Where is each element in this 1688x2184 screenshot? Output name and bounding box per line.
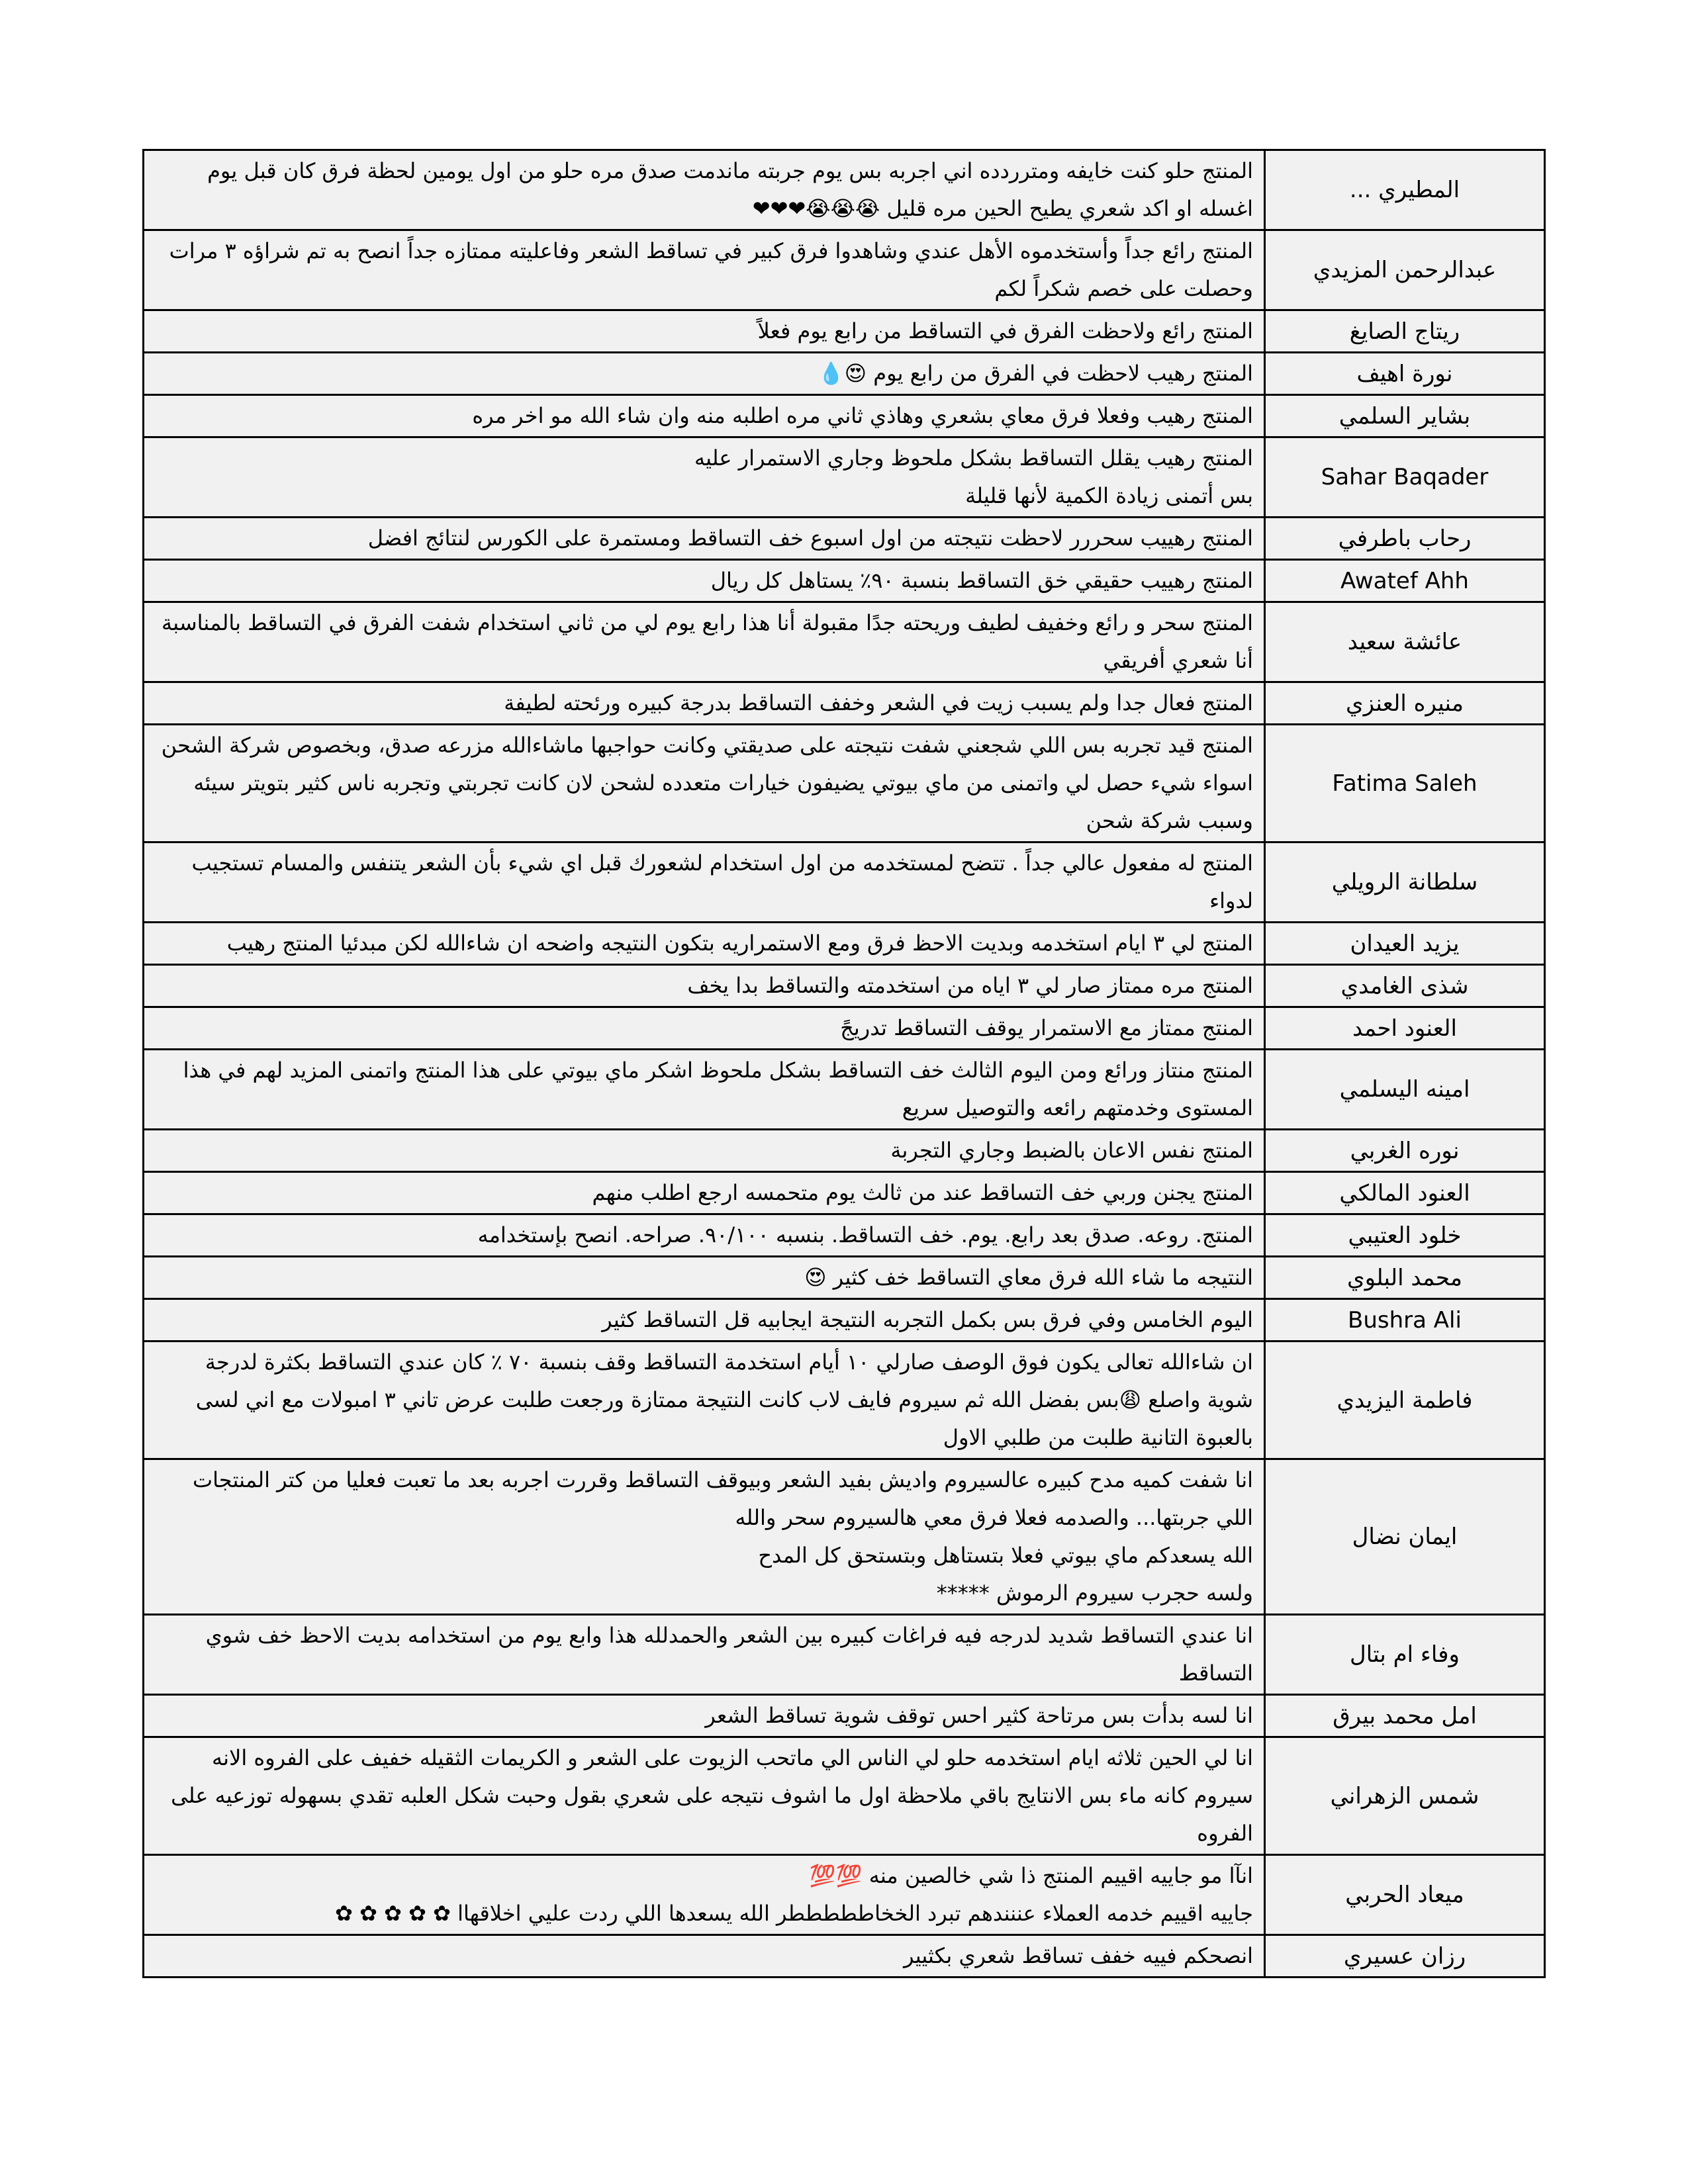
table-row: [144, 1459, 1545, 1615]
table-row: [144, 560, 1545, 602]
table-row: [144, 1007, 1545, 1050]
table-row: [144, 965, 1545, 1007]
review-text: المنتج رائع ولاحظت الفرق في التساقط من رابع يوم فعلاً: [144, 310, 1265, 353]
review-text: المنتج رهيب لاحظت في الفرق من رابع يوم 😍💧: [144, 353, 1265, 395]
reviewer-name: بشاير السلمي: [1265, 395, 1545, 437]
review-text: انآا مو جاييه اقييم المنتج ذا شي خالصين منه 💯💯 جاييه اقييم خدمه العملاء عننندهم تبرد الخخاطططططر الله يسعدها اللي ردت عليي اخلاقهاا ✿ ✿ ✿ ✿ ✿: [144, 1855, 1265, 1935]
reviewer-name: سلطانة الرويلي: [1265, 842, 1545, 923]
table-row: [144, 353, 1545, 395]
reviewer-name: امينه اليسلمي: [1265, 1050, 1545, 1130]
reviewer-name: محمد البلوي: [1265, 1257, 1545, 1299]
reviewer-name: ريتاج الصايغ: [1265, 310, 1545, 353]
reviewer-name: عبدالرحمن المزيدي: [1265, 230, 1545, 310]
review-text: المنتج رهيب يقلل التساقط بشكل ملحوظ وجاري الاستمرار عليه بس أتمنى زيادة الكمية لأنها قليلة: [144, 437, 1265, 518]
reviewer-name: Fatima Saleh: [1265, 725, 1545, 842]
table-row: [144, 1737, 1545, 1855]
table-row: [144, 437, 1545, 518]
review-text: المنتج حلو كنت خايفه ومترردده اني اجربه بس يوم جربته ماندمت صدق مره حلو من اول يومين لحظة فرق كان قبل يوم اغسله او اكد شعري يطيح الحين مره قليل 😭😭😭❤❤❤: [144, 150, 1265, 230]
table-row: [144, 150, 1545, 230]
review-text: النتيجه ما شاء الله فرق معاي التساقط خف كثير 😍: [144, 1257, 1265, 1299]
table-row: [144, 1342, 1545, 1459]
table-row: [144, 1214, 1545, 1257]
review-text: انا لي الحين ثلاثه ايام استخدمه حلو لي الناس الي ماتحب الزيوت على الشعر و الكريمات الثقيله خفيف على الفروه الانه سيروم كانه ماء بس الانتايج باقي ملاحظة اول ما اشوف نتيجه على شعري بقول وحبت شكل العلبه تقدي بسهوله توزعيه على الفروه: [144, 1737, 1265, 1855]
table-row: [144, 395, 1545, 437]
reviewer-name: رزان عسيري: [1265, 1935, 1545, 1978]
review-text: المنتج ممتاز مع الاستمرار يوقف التساقط تدريجً: [144, 1007, 1265, 1050]
review-text: المنتج منتاز ورائع ومن اليوم الثالث خف التساقط بشكل ملحوظ اشكر ماي بيوتي على هذا المنتج واتمنى المزيد لهم في هذا المستوى وخدمتهم رائعه والتوصيل سريع: [144, 1050, 1265, 1130]
reviewer-name: العنود المالكي: [1265, 1172, 1545, 1214]
reviewer-name: عائشة سعيد: [1265, 602, 1545, 682]
table-row: [144, 310, 1545, 353]
table-row: [144, 230, 1545, 310]
reviewer-name: المطيري ...: [1265, 150, 1545, 230]
reviews-sheet: [142, 149, 1546, 1978]
review-text: المنتج مره ممتاز صار لي ٣ اياه من استخدمته والتساقط بدا يخف: [144, 965, 1265, 1007]
reviewer-name: العنود احمد: [1265, 1007, 1545, 1050]
review-text: المنتج له مفعول عالي جداً . تتضح لمستخدمه من اول استخدام لشعورك قبل اي شيء بأن الشعر يتنفس والمسام تستجيب لدواء: [144, 842, 1265, 923]
review-text: انا شفت كميه مدح كبيره عالسيروم واديش بفيد الشعر وبيوقف التساقط وقررت اجربه بعد ما تعبت فعليا من كتر المنتجات اللي جربتها... والصدمه فعلا فرق معي هالسيروم سحر والله الله يسعدكم ماي بيوتي فعلا بتستاهل وبتستحق كل المدح ولسه حجرب سيروم الرموش *****: [144, 1459, 1265, 1615]
reviewer-name: وفاء ام بتال: [1265, 1615, 1545, 1695]
review-text: المنتج يجنن وربي خف التساقط عند من ثالث يوم متحمسه ارجع اطلب منهم: [144, 1172, 1265, 1214]
reviewer-name: نورة اهيف: [1265, 353, 1545, 395]
table-row: [144, 518, 1545, 560]
reviewer-name: نوره الغربي: [1265, 1130, 1545, 1172]
review-text: المنتج رهييب حقيقي خق التساقط بنسبة ٩٠٪ يستاهل كل ريال: [144, 560, 1265, 602]
table-row: [144, 1855, 1545, 1935]
reviewer-name: رحاب باطرفي: [1265, 518, 1545, 560]
reviewer-name: خلود العتيبي: [1265, 1214, 1545, 1257]
table-row: [144, 1935, 1545, 1978]
table-row: [144, 682, 1545, 725]
review-text: انصحكم فييه خفف تساقط شعري بكثيير: [144, 1935, 1265, 1978]
table-row: [144, 1172, 1545, 1214]
review-text: اليوم الخامس وفي فرق بس بكمل التجربه النتيجة ايجابيه قل التساقط كثير: [144, 1299, 1265, 1342]
reviewer-name: امل محمد بيرق: [1265, 1695, 1545, 1737]
table-row: [144, 725, 1545, 842]
reviewer-name: فاطمة اليزيدي: [1265, 1342, 1545, 1459]
review-text: المنتج لي ٣ ايام استخدمه وبديت الاحظ فرق ومع الاستمراريه بتكون النتيجه واضحه ان شاءالله لكن مبدئيا المنتج رهيب: [144, 923, 1265, 965]
review-text: المنتج رهييب سحررر لاحظت نتيجته من اول اسبوع خف التساقط ومستمرة على الكورس لنتائج افضل: [144, 518, 1265, 560]
reviewer-name: شمس الزهراني: [1265, 1737, 1545, 1855]
table-row: [144, 1695, 1545, 1737]
reviews-table: [142, 149, 1546, 1978]
reviews-table-body: [144, 150, 1545, 1978]
reviewer-name: Sahar Baqader: [1265, 437, 1545, 518]
review-text: المنتج نفس الاعان بالضبط وجاري التجربة: [144, 1130, 1265, 1172]
reviewer-name: Bushra Ali: [1265, 1299, 1545, 1342]
review-text: المنتج رهيب وفعلا فرق معاي بشعري وهاذي ثاني مره اطلبه منه وان شاء الله مو اخر مره: [144, 395, 1265, 437]
review-text: المنتج رائع جداً وأستخدموه الأهل عندي وشاهدوا فرق كبير في تساقط الشعر وفاعليته ممتازه جداً انصح به تم شراؤه ٣ مرات وحصلت على خصم شكراً لكم: [144, 230, 1265, 310]
table-row: [144, 842, 1545, 923]
review-text: ان شاءالله تعالى يكون فوق الوصف صارلي ١٠ أيام استخدمة التساقط وقف بنسبة ٧٠ ٪ كان عندي التساقط بكثرة لدرجة شوية واصلع 😩بس بفضل الله ثم سيروم فايف لاب كانت النتيجة ممتازة ورجعت طلبت عرض تاني ٣ امبولات مع اني لسى بالعبوة التانية طلبت من طلبي الاول: [144, 1342, 1265, 1459]
review-text: المنتج سحر و رائع وخفيف لطيف وريحته جدًا مقبولة أنا هذا رابع يوم لي من ثاني استخدام شفت الفرق في التساقط بالمناسبة أنا شعري أفريقي: [144, 602, 1265, 682]
review-text: المنتج قيد تجربه بس اللي شجعني شفت نتيجته على صديقتي وكانت حواجبها ماشاءالله مزرعه صدق، وبخصوص شركة الشحن اسواء شيء حصل لي واتمنى من ماي بيوتي يضيفون خيارات متعدده لشحن لان كانت تجربتي وتجربه ناس كثير بتويتر سيئه وسبب شركة شحن: [144, 725, 1265, 842]
table-row: [144, 1299, 1545, 1342]
reviewer-name: ميعاد الحربي: [1265, 1855, 1545, 1935]
reviewer-name: Awatef Ahh: [1265, 560, 1545, 602]
review-text: انا عندي التساقط شديد لدرجه فيه فراغات كبيره بين الشعر والحمدلله هذا وابع يوم من استخدامه بديت الاحظ خف شوي التساقط: [144, 1615, 1265, 1695]
review-text: انا لسه بدأت بس مرتاحة كثير احس توقف شوية تساقط الشعر: [144, 1695, 1265, 1737]
table-row: [144, 1257, 1545, 1299]
table-row: [144, 1050, 1545, 1130]
review-text: المنتج فعال جدا ولم يسبب زيت في الشعر وخفف التساقط بدرجة كبيره ورئحته لطيفة: [144, 682, 1265, 725]
reviewer-name: يزيد العيدان: [1265, 923, 1545, 965]
table-row: [144, 1615, 1545, 1695]
review-text: المنتج. روعه. صدق بعد رابع. يوم. خف التساقط. بنسبه ٩٠/١٠٠. صراحه. انصح بإستخدامه: [144, 1214, 1265, 1257]
table-row: [144, 1130, 1545, 1172]
reviewer-name: شذى الغامدي: [1265, 965, 1545, 1007]
table-row: [144, 923, 1545, 965]
reviewer-name: ايمان نضال: [1265, 1459, 1545, 1615]
table-row: [144, 602, 1545, 682]
reviewer-name: منيره العنزي: [1265, 682, 1545, 725]
